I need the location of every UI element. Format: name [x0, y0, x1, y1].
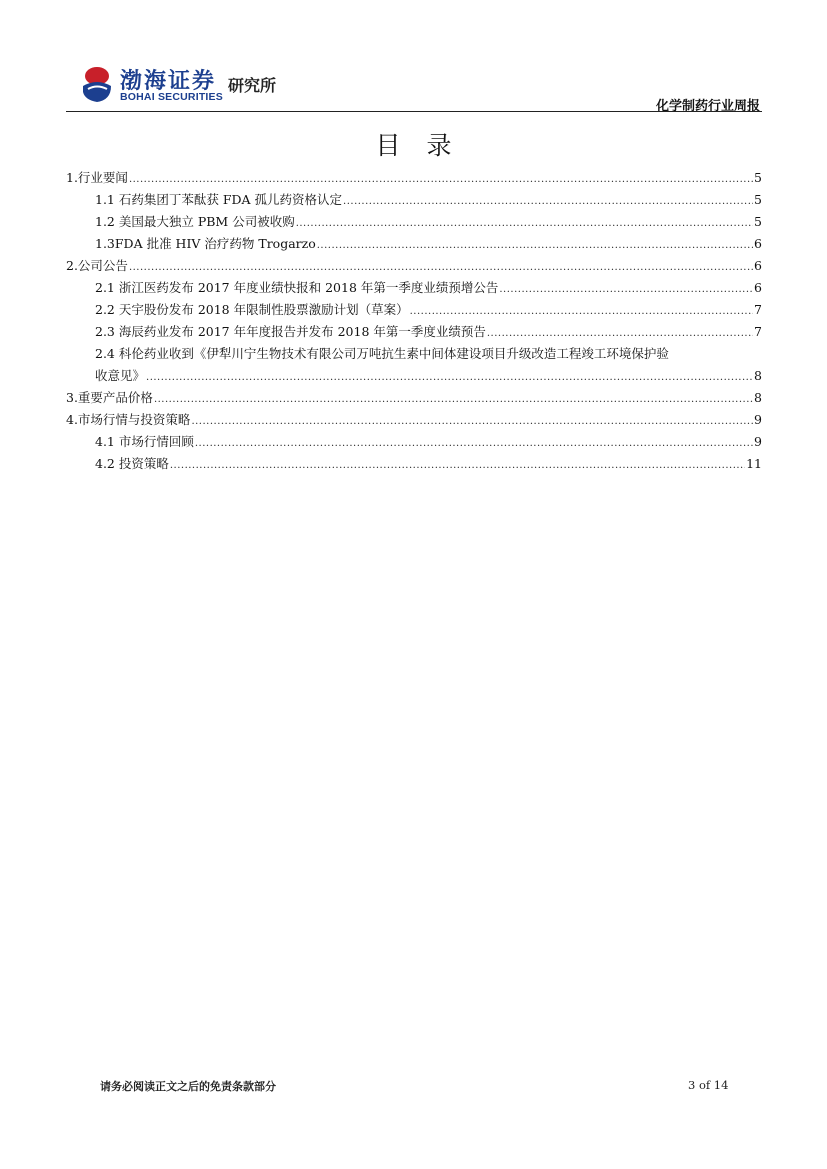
header-divider: [66, 111, 762, 112]
toc-entry-page: 6: [754, 280, 762, 295]
brand-name-cn: 渤海证券: [120, 69, 217, 94]
page-header: [66, 58, 762, 114]
toc-entry-page: 8: [754, 368, 762, 383]
toc-entry[interactable]: [66, 321, 762, 343]
toc-entry-page: 5: [754, 192, 762, 207]
brand-name-en: BOHAI SECURITIES: [120, 91, 223, 103]
toc-entry[interactable]: [66, 409, 762, 431]
bohai-logo-icon: [80, 64, 114, 104]
toc-leader: [499, 279, 753, 301]
toc-entry-page: 9: [754, 434, 762, 449]
toc-leader: [146, 367, 753, 389]
toc-entry[interactable]: [66, 453, 762, 475]
toc-leader: [296, 213, 753, 235]
toc-leader: [154, 389, 753, 411]
toc-entry[interactable]: [66, 387, 762, 409]
toc-entry[interactable]: [66, 211, 762, 233]
department-label: 研究所: [228, 76, 277, 95]
toc-entry-label: 2.公司公告: [66, 258, 128, 273]
toc-title: 目录: [375, 131, 478, 160]
toc-entry-label: 2.1 浙江医药发布 2017 年度业绩快报和 2018 年第一季度业绩预增公告: [95, 280, 499, 295]
toc-entry[interactable]: [66, 189, 762, 211]
toc-entry-label: 4.2 投资策略: [95, 456, 169, 471]
toc-entry-label: 1.3FDA 批准 HIV 治疗药物 Trogarzo: [95, 236, 316, 251]
report-type-label: 化学制药行业周报: [655, 99, 760, 114]
toc-leader: [487, 323, 753, 345]
toc-leader: [410, 301, 753, 323]
toc-entry-page: 5: [754, 214, 762, 229]
table-of-contents: [66, 167, 762, 475]
toc-entry[interactable]: [66, 167, 762, 189]
toc-entry-label-cont: 收意见》: [95, 368, 146, 383]
toc-leader: [129, 257, 753, 279]
footer-disclaimer: 请务必阅读正文之后的免责条款部分: [100, 1080, 276, 1093]
toc-entry[interactable]: [66, 255, 762, 277]
toc-entry[interactable]: [66, 277, 762, 299]
toc-leader: [195, 433, 753, 455]
toc-entry-label: 1.1 石药集团丁苯酞获 FDA 孤儿药资格认定: [95, 192, 343, 207]
toc-leader: [170, 455, 745, 477]
toc-entry-page: 6: [754, 258, 762, 273]
toc-entry-label: 2.3 海辰药业发布 2017 年年度报告并发布 2018 年第一季度业绩预告: [95, 324, 486, 339]
toc-entry-label: 4.1 市场行情回顾: [95, 434, 194, 449]
toc-entry[interactable]: [66, 431, 762, 453]
toc-leader: [191, 411, 753, 433]
toc-entry-page: 11: [746, 456, 762, 471]
toc-entry-page: 7: [754, 324, 762, 339]
toc-entry-label: 2.4 科伦药业收到《伊犁川宁生物技术有限公司万吨抗生素中间体建设项目升级改造工程竣工环境保护验: [95, 346, 669, 361]
toc-leader: [317, 235, 753, 257]
toc-entry-page: 8: [754, 390, 762, 405]
toc-entry-label: 1.2 美国最大独立 PBM 公司被收购: [95, 214, 295, 229]
toc-entry-label: 4.市场行情与投资策略: [66, 412, 191, 427]
toc-entry-page: 6: [754, 236, 762, 251]
toc-entry[interactable]: [66, 233, 762, 255]
toc-entry-label: 2.2 天宇股份发布 2018 年限制性股票激励计划（草案）: [95, 302, 409, 317]
toc-entry-label: 1.行业要闻: [66, 170, 128, 185]
toc-leader: [343, 191, 753, 213]
toc-entry-page: 5: [754, 170, 762, 185]
toc-entry-label: 3.重要产品价格: [66, 390, 153, 405]
toc-leader: [129, 169, 753, 191]
toc-entry[interactable]: [66, 343, 762, 387]
toc-entry-page: 7: [754, 302, 762, 317]
footer-page-number: 3 of 14: [688, 1078, 729, 1092]
toc-entry[interactable]: [66, 299, 762, 321]
toc-entry-page: 9: [754, 412, 762, 427]
